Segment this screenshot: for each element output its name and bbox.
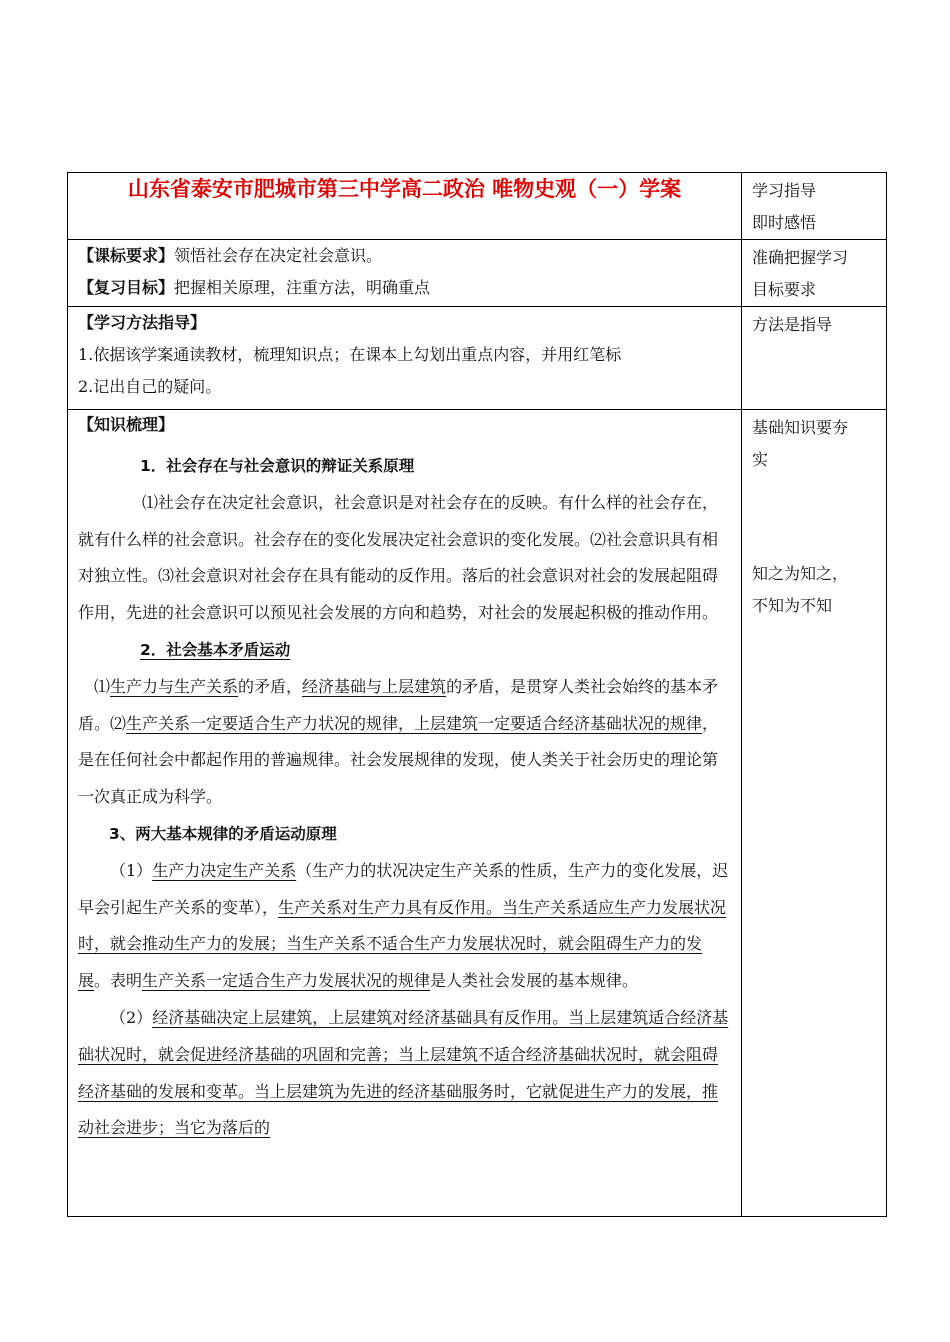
- knowledge-row: [68, 410, 887, 1217]
- requirements-cell: [68, 240, 742, 307]
- underlined-term: 生产力与生产关系: [110, 676, 239, 696]
- knowledge-cell: [68, 410, 742, 1217]
- side-note-line: 方法是指导: [752, 315, 833, 334]
- method-item-1: 1.依据该学案通读教材，梳理知识点；在课本上勾划出重点内容，并用红笔标: [78, 345, 622, 364]
- side-cell-1: [742, 173, 887, 240]
- goal-label: 【复习目标】: [78, 278, 175, 297]
- section-paragraph-1: ⑴社会存在决定社会意识，社会意识是对社会存在的反映。有什么样的社会存在，就有什么样的社会意识。社会存在的变化发展决定社会意识的变化发展。⑵社会意识具有相对独立性。⑶社会意识对社会存在具有能动的反作用。落后的社会意识对社会的发展起阻碍作用，先进的社会意识可以预见社会发展的方向和趋势，对社会的发展起积极的推动作用。: [78, 492, 719, 623]
- side-note-line: 知之为知之，: [752, 564, 849, 583]
- underlined-term: 生产关系一定适合生产力发展状况的规律: [142, 971, 431, 991]
- requirement-label: 【课标要求】: [78, 246, 175, 265]
- side-cell-2: [742, 240, 887, 307]
- method-cell: [68, 307, 742, 410]
- goal-text: 把握相关原理，注重方法，明确重点: [174, 278, 431, 297]
- side-cell-3: [742, 307, 887, 410]
- study-plan-table: [67, 172, 887, 1217]
- side-note: [742, 556, 886, 622]
- section-heading-3: 3、两大基本规律的矛盾运动原理: [109, 824, 337, 843]
- document-title: 山东省泰安市肥城市第三中学高二政治 唯物史观（一）学案: [127, 176, 682, 201]
- underlined-term: 生产关系一定要适合生产力状况的规律，上层建筑一定要适合经济基础状况的规律: [126, 713, 703, 733]
- review-goal: [68, 272, 741, 304]
- title-cell: [68, 173, 742, 240]
- section-paragraph-2: [68, 669, 741, 816]
- side-note-line: 学习指导: [752, 181, 817, 200]
- title-row: [68, 173, 887, 240]
- side-note-line: 目标要求: [752, 280, 817, 299]
- text-run: 是人类社会发展的基本规律。: [430, 971, 639, 991]
- underlined-term: 生产关系对生产力具有反作用。当生产关系适应生产力发展状况时，就会推动生产力的发展；当生产关系不适合生产力发展状况时，就会阻碍生产力的发展: [78, 897, 727, 991]
- requirements-row: [68, 240, 887, 307]
- method-label: 【学习方法指导】: [78, 313, 207, 332]
- text-run: 的矛盾，: [238, 676, 303, 696]
- underlined-term: 生产力决定生产关系: [152, 860, 297, 880]
- side-note-line: 不知为不知: [752, 596, 833, 615]
- underlined-term: 经济基础决定上层建筑，上层建筑对经济基础具有反作用。当上层建筑适合经济基础状况时，就会促进经济基础的巩固和完善；当上层建筑不适合经济基础状况时，就会阻碍经济基础的发展和变革。当上层建筑为先进的经济基础服务时，它就促进生产力的发展，推动社会进步；当它为落后的: [78, 1007, 729, 1138]
- knowledge-label: 【知识梳理】: [78, 415, 175, 434]
- text-run: （2）: [110, 1007, 153, 1027]
- method-item-2: 2.记出自己的疑问。: [78, 377, 222, 396]
- standard-requirement: [68, 240, 741, 272]
- text-run: ⑴: [94, 676, 111, 696]
- text-run: ，是在任何社会中都起作用的普遍规律。社会发展规律的发现，使人类关于社会历史的理论第一次真正成为科学。: [78, 713, 719, 807]
- side-note: [742, 307, 886, 341]
- side-note-line: 准确把握学习: [752, 248, 849, 267]
- side-cell-4: [742, 410, 887, 1217]
- text-run: 。表明: [94, 971, 143, 991]
- text-run: 的矛盾，是贯穿人类社会始终的基本矛盾。⑵: [78, 676, 719, 733]
- side-note: [742, 410, 886, 476]
- side-note: [742, 240, 886, 306]
- side-note: [742, 173, 886, 239]
- heading-underlined: 2．社会基本矛盾运动: [140, 640, 291, 659]
- side-note-line: 即时感悟: [752, 213, 817, 232]
- text-run: （生产力的状况决定生产关系的性质，生产力的变化发展，迟早会引起生产关系的变革），: [78, 860, 729, 917]
- section-paragraph-3: [68, 853, 741, 1000]
- section-heading-1: 1．社会存在与社会意识的辩证关系原理: [140, 457, 415, 475]
- section-heading-2: [68, 632, 741, 669]
- text-run: （1）: [110, 860, 153, 880]
- underlined-term: 经济基础与上层建筑: [302, 676, 447, 696]
- requirement-text: 领悟社会存在决定社会意识。: [174, 246, 383, 265]
- side-note-line: 基础知识要夯: [752, 418, 849, 437]
- method-row: [68, 307, 887, 410]
- side-note-line: 实: [752, 450, 769, 469]
- section-paragraph-4: [68, 1000, 741, 1147]
